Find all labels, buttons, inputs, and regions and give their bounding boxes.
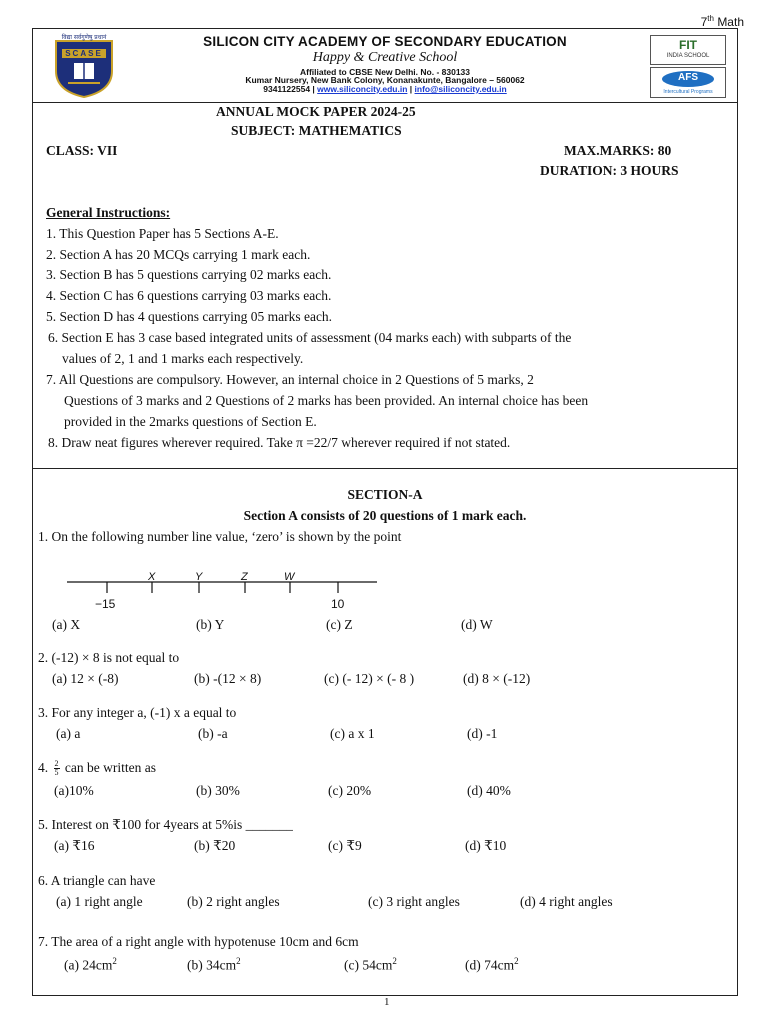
option-a: (a) a (56, 726, 81, 741)
question-rest: can be written as (64, 760, 156, 775)
max-marks: MAX.MARKS: 80 (564, 143, 672, 158)
option-a: (a) ₹16 (54, 838, 95, 853)
unit-exponent: 2 (392, 956, 397, 966)
option-c: (c) 20% (328, 783, 372, 798)
subject-label: Math (717, 15, 744, 29)
email-link[interactable]: info@siliconcity.edu.in (414, 84, 507, 94)
option-d: (d) 8 × (-12) (463, 671, 531, 686)
section-title: SECTION-A (347, 487, 423, 502)
point-x-label: X (148, 571, 156, 583)
logo-motto: विद्या सर्वगुणेषु प्रधानं (61, 34, 107, 41)
grade-subject-label (701, 14, 744, 29)
class-label: CLASS: VII (46, 143, 118, 158)
option-c: (c) Z (326, 617, 353, 632)
option-b: (b) 2 right angles (187, 894, 280, 909)
option-a: (a)10% (54, 783, 94, 798)
option-a: (a) 12 × (-8) (52, 671, 119, 686)
instruction-item: 1. This Question Paper has 5 Sections A-E. (46, 226, 279, 241)
phone-number: 9341122554 | (263, 84, 315, 94)
unit-exponent: 2 (112, 956, 117, 966)
right-tick-label: 10 (331, 597, 345, 611)
school-motto: Happy & Creative School (312, 50, 458, 65)
option-c: (c) 3 right angles (368, 894, 460, 909)
question-text: 3. For any integer a, (-1) x a equal to (38, 705, 237, 720)
option-a (64, 956, 117, 974)
fit-india-subtitle: INDIA SCHOOL (666, 53, 710, 59)
fit-india-badge (650, 35, 726, 65)
instruction-item: values of 2, 1 and 1 marks each respectively. (62, 351, 304, 366)
instruction-item: 7. All Questions are compulsory. However, an internal choice in 2 Questions of 5 marks, 2 (46, 372, 534, 387)
contact-separator: | (409, 84, 413, 94)
grade-suffix: th (707, 14, 714, 23)
option-c: (c) ₹9 (328, 838, 362, 853)
unit-exponent: 2 (236, 956, 241, 966)
option-a: (a) X (52, 617, 81, 632)
option-a-text: (a) 24cm (64, 957, 113, 973)
affiliation: Affiliated to CBSE New Delhi. No. - 830133 (299, 67, 471, 77)
fraction-numerator: 2 (54, 759, 59, 769)
option-d: (d) ₹10 (465, 838, 507, 853)
option-b: (b) Y (196, 617, 225, 632)
question-text: 6. A triangle can have (38, 873, 156, 888)
unit-exponent: 2 (514, 956, 519, 966)
option-a: (a) 1 right angle (56, 894, 143, 909)
section-subtitle: Section A consists of 20 questions of 1 mark each. (243, 508, 527, 523)
afs-title: AFS (678, 72, 698, 83)
question-text: 1. On the following number line value, ‘zero’ is shown by the point (38, 529, 402, 544)
option-b-text: (b) 34cm (187, 957, 237, 973)
contact-line (130, 84, 640, 94)
option-c (344, 956, 397, 974)
point-z-label: Z (241, 571, 248, 583)
option-d: (d) W (461, 617, 493, 632)
instruction-item: 3. Section B has 5 questions carrying 02 marks each. (46, 267, 332, 282)
option-b (187, 956, 241, 974)
point-w-label: W (284, 571, 295, 583)
option-b: (b) -(12 × 8) (194, 671, 262, 686)
option-c-text: (c) 54cm (344, 957, 393, 973)
question-text (38, 760, 156, 777)
instruction-item: 6. Section E has 3 case based integrated units of assessment (04 marks each) with subparts of the (48, 330, 572, 345)
header-divider (33, 102, 737, 103)
duration: DURATION: 3 HOURS (540, 163, 679, 178)
school-logo (52, 34, 116, 99)
instruction-item: Questions of 3 marks and 2 Questions of 2 marks has been provided. An internal choice has been (64, 393, 589, 408)
instruction-item: provided in the 2marks questions of Section E. (64, 414, 317, 429)
option-c: (c) a x 1 (330, 726, 375, 741)
option-c: (c) (- 12) × (- 8 ) (324, 671, 415, 686)
option-d: (d) 4 right angles (520, 894, 613, 909)
afs-subtitle: Intercultural Programs (663, 89, 713, 95)
logo-text: SCASE (65, 49, 103, 58)
point-y-label: Y (195, 571, 203, 583)
option-d (465, 956, 519, 974)
website-link[interactable]: www.siliconcity.edu.in (317, 84, 408, 94)
left-tick-label: −15 (95, 597, 116, 611)
question-text: 5. Interest on ₹100 for 4years at 5%is _______ (38, 817, 293, 832)
instructions-heading: General Instructions: (46, 205, 171, 220)
number-line (62, 566, 382, 614)
fit-india-title: FIT (679, 38, 697, 52)
school-address: Kumar Nursery, New Bank Colony, Konanakunte, Bangalore – 560062 (245, 75, 525, 85)
school-name: SILICON CITY ACADEMY OF SECONDARY EDUCATION (203, 34, 567, 49)
option-b: (b) -a (198, 726, 228, 741)
paper-title: ANNUAL MOCK PAPER 2024-25 (216, 104, 416, 119)
question-number: 4. (38, 760, 49, 775)
instruction-item: 4. Section C has 6 questions carrying 03 marks each. (46, 288, 332, 303)
instruction-item: 2. Section A has 20 MCQs carrying 1 mark each. (46, 247, 311, 262)
question-text: 2. (-12) × 8 is not equal to (38, 650, 180, 665)
option-d: (d) -1 (467, 726, 498, 741)
instruction-item: 8. Draw neat figures wherever required. Take π =22/7 wherever required if not stated. (48, 435, 511, 450)
instructions-divider (33, 468, 737, 469)
option-b: (b) 30% (196, 783, 240, 798)
option-d-text: (d) 74cm (465, 957, 515, 973)
option-d: (d) 40% (467, 783, 511, 798)
page-number: 1 (384, 996, 390, 1008)
question-text: 7. The area of a right angle with hypotenuse 10cm and 6cm (38, 934, 359, 949)
option-b: (b) ₹20 (194, 838, 236, 853)
fraction (54, 760, 60, 777)
instruction-item: 5. Section D has 4 questions carrying 05 marks each. (46, 309, 333, 324)
grade-number: 7 (700, 15, 708, 29)
fraction-denominator: 5 (54, 768, 59, 778)
afs-badge (650, 67, 726, 98)
paper-subject: SUBJECT: MATHEMATICS (231, 123, 402, 138)
